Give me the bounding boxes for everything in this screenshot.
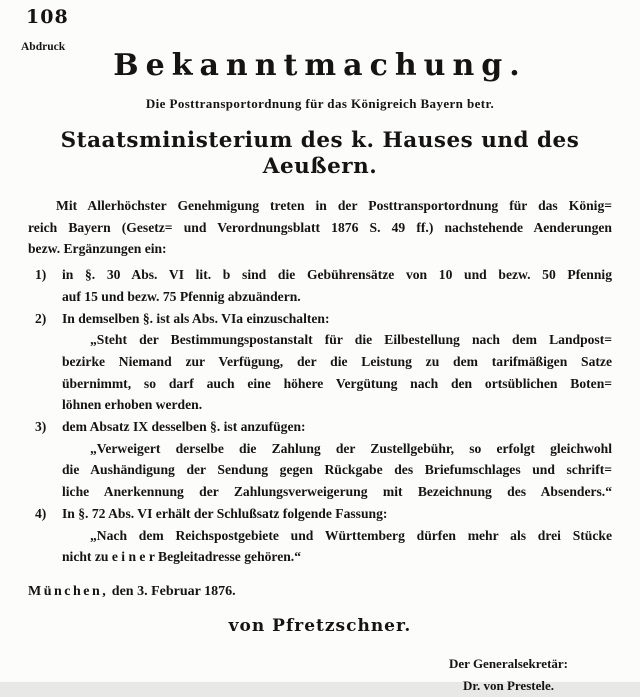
- ministry-heading: Staatsministerium des k. Hauses und des Aeußern.: [60, 128, 580, 179]
- list-item-line: [28, 503, 612, 525]
- quote-line: die Aushändigung der Sendung gegen Rückgabe des Briefumschlages und schrift=: [62, 462, 612, 478]
- intro-line: Mit Allerhöchster Genehmigung treten in der Posttransportordnung für das König=: [56, 198, 612, 213]
- quote-line: „Nach dem Reichspostgebiete und Württemberg dürfen mehr als drei Stücke: [90, 527, 612, 543]
- body-text: [28, 195, 612, 568]
- margin-note: Abdruck: [21, 41, 66, 53]
- document-title: Bekanntmachung.: [113, 48, 527, 83]
- secretary-name: Dr. von Prestele.: [463, 677, 554, 693]
- quote-line: „Steht der Bestimmungspostanstalt für die Eilbestellung nach dem Landpost=: [90, 332, 612, 348]
- page-number: 108: [26, 6, 69, 28]
- item-text: In §. 72 Abs. VI erhält der Schlußsatz folgende Fassung:: [62, 505, 388, 521]
- intro-line: bezw. Ergänzungen ein:: [28, 241, 167, 257]
- signature: von Pfretzschner.: [228, 615, 412, 636]
- item-number: 1): [35, 267, 47, 283]
- list-item-line: auf 15 und bezw. 75 Pfennig abzuändern.: [62, 288, 301, 304]
- dateline-date: den 3. Februar 1876.: [111, 583, 236, 599]
- quote-line: „Verweigert derselbe die Zahlung der Zustellgebühr, so erfolgt gleichwohl: [90, 440, 612, 456]
- quote-line: löhnen erhoben werden.: [62, 397, 203, 413]
- list-item-line: [28, 264, 612, 286]
- list-item-line: [28, 308, 612, 330]
- list-item-line: [28, 416, 612, 438]
- item-text: in §. 30 Abs. VI lit. b sind die Gebührensätze von 10 und bezw. 50 Pfennig: [62, 267, 612, 283]
- item-number: 3): [35, 419, 47, 435]
- intro-line: reich Bayern (Gesetz= und Verordnungsblatt 1876 S. 49 ff.) nachstehende Aenderungen: [28, 219, 612, 235]
- item-number: 2): [35, 310, 47, 326]
- subject-line: Die Posttransportordnung für das Königreich Bayern betr.: [145, 96, 495, 111]
- quote-line: bezirke Niemand zur Verfügung, der die Leistung zu dem tarifmäßigen Satze: [62, 353, 612, 369]
- dateline-city: München,: [28, 583, 109, 599]
- secretary-block: [449, 653, 568, 697]
- quote-line: nicht zu e i n e r Begleitadresse gehören.“: [62, 549, 301, 565]
- secretary-title: Der Generalsekretär:: [449, 655, 568, 671]
- quote-line: übernimmt, so darf auch eine höhere Vergütung nach den ortsüblichen Boten=: [62, 375, 612, 391]
- item-text: dem Absatz IX desselben §. ist anzufügen:: [62, 419, 306, 435]
- quote-line: liche Anerkennung der Zahlungsverweigerung mit Bezeichnung des Absenders.“: [62, 484, 612, 500]
- item-text: In demselben §. ist als Abs. VIa einzuschalten:: [62, 310, 330, 326]
- item-number: 4): [35, 505, 47, 521]
- dateline: [28, 582, 640, 602]
